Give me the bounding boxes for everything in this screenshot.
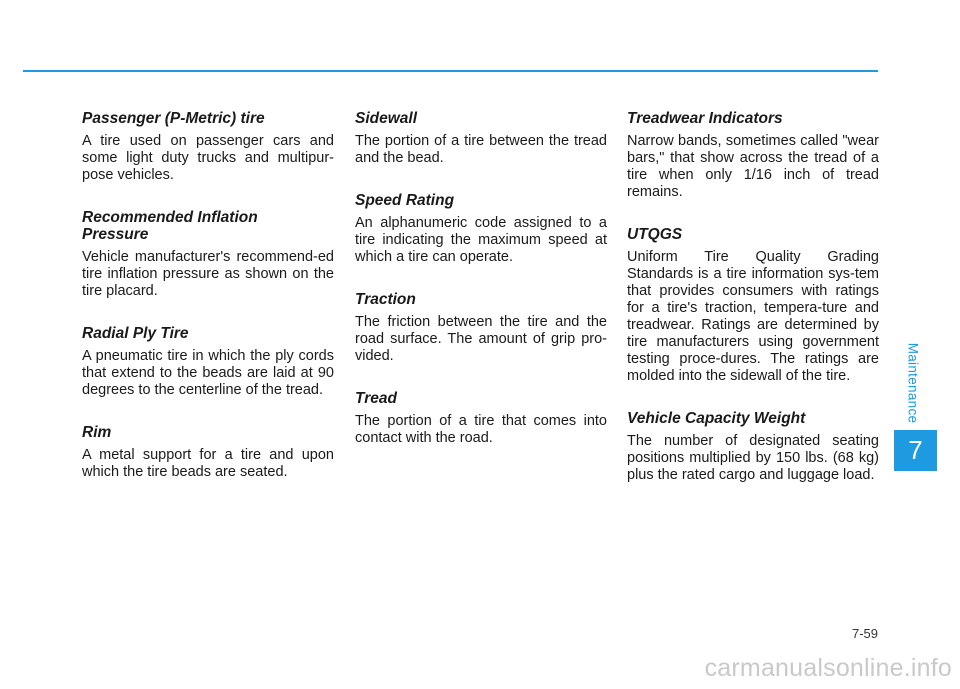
entry-definition: A tire used on passenger cars and some light duty trucks and multipur-pose vehicles. bbox=[82, 133, 334, 183]
glossary-entry bbox=[82, 325, 334, 399]
entry-definition: The portion of a tire between the tread and the bead. bbox=[355, 133, 607, 166]
entry-term: Speed Rating bbox=[355, 192, 455, 209]
glossary-entry bbox=[82, 424, 334, 481]
glossary-entry bbox=[627, 110, 879, 201]
section-label bbox=[903, 343, 923, 423]
top-divider bbox=[23, 70, 878, 72]
entry-definition: An alphanumeric code assigned to a tire indicating the maximum speed at which a tire can operate. bbox=[355, 215, 607, 265]
entry-term: Radial Ply Tire bbox=[82, 325, 189, 342]
chapter-tab: 7 bbox=[894, 430, 937, 471]
glossary-entry bbox=[627, 226, 879, 385]
column-left bbox=[82, 110, 334, 506]
glossary-entry bbox=[82, 209, 334, 300]
page-number: 7-59 bbox=[851, 626, 878, 641]
entry-term: Rim bbox=[82, 424, 112, 441]
glossary-entry bbox=[355, 291, 607, 365]
watermark: carmanualsonline.info bbox=[704, 653, 952, 682]
entry-term: Sidewall bbox=[355, 110, 418, 127]
entry-term: UTQGS bbox=[627, 226, 683, 243]
glossary-entry bbox=[355, 192, 607, 266]
entry-definition: Vehicle manufacturer's recommend-ed tire inflation pressure as shown on the tire placard. bbox=[82, 249, 334, 299]
entry-term: Tread bbox=[355, 390, 397, 407]
entry-definition: The friction between the tire and the road surface. The amount of grip pro-vided. bbox=[355, 314, 607, 364]
entry-definition: Uniform Tire Quality Grading Standards is a tire information sys-tem that provides consumers with ratings for a tire's traction, tempera-ture and treadwear. Ratings are determined by tire manufacturers using government testing proce-dures. The ratings are molded into the sidewall of the tire. bbox=[627, 249, 879, 384]
entry-definition: A pneumatic tire in which the ply cords that extend to the beads are laid at 90 degrees to the centerline of the tread. bbox=[82, 348, 334, 398]
entry-definition: The number of designated seating positions multiplied by 150 lbs. (68 kg) plus the rated cargo and luggage load. bbox=[627, 433, 879, 483]
entry-term: Treadwear Indicators bbox=[627, 110, 783, 127]
entry-term: Recommended Inflation Pressure bbox=[82, 209, 258, 243]
entry-term: Vehicle Capacity Weight bbox=[627, 410, 806, 427]
entry-term: Passenger (P-Metric) tire bbox=[82, 110, 265, 127]
column-right bbox=[627, 110, 879, 509]
column-middle bbox=[355, 110, 607, 472]
entry-definition: A metal support for a tire and upon which the tire beads are seated. bbox=[82, 447, 334, 480]
entry-definition: Narrow bands, sometimes called "wear bars," that show across the tread of a tire when only 1/16 inch of tread remains. bbox=[627, 133, 879, 200]
entry-term: Traction bbox=[355, 291, 416, 308]
glossary-entry bbox=[82, 110, 334, 184]
glossary-entry bbox=[355, 110, 607, 167]
glossary-entry bbox=[355, 390, 607, 447]
glossary-entry bbox=[627, 410, 879, 484]
entry-definition: The portion of a tire that comes into contact with the road. bbox=[355, 413, 607, 446]
section-label-text: Maintenance bbox=[905, 342, 921, 424]
